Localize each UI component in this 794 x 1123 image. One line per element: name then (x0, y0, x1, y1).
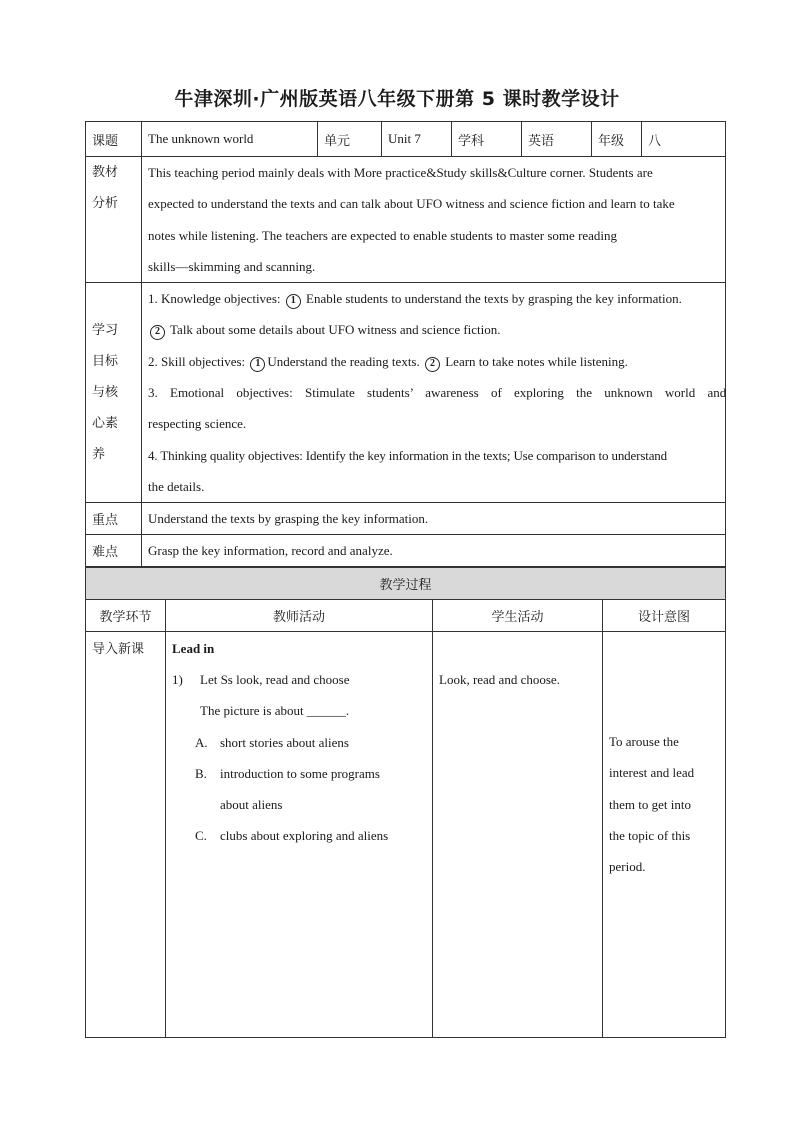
option-b-continued: about aliens (220, 797, 283, 813)
difficult-point-value: Grasp the key information, record and analyze. (142, 535, 726, 567)
circled-number: 1 (286, 294, 301, 309)
header-stage: 教学环节 (86, 600, 166, 632)
analysis-text: This teaching period mainly deals with More practice&Study skills&Culture corner. Students are expected to understand the texts and can talk about UFO witness and science fiction and learn to take notes while listening. The teachers are expected to enable students to master some reading skills—skimming and scanning. (142, 157, 726, 283)
header-design: 设计意图 (603, 600, 726, 632)
lead-in-heading: Lead in (172, 641, 215, 656)
option-b: B. introduction to some programs (195, 765, 380, 781)
objectives-text: 1. Knowledge objectives: 1 Enable students to understand the texts by grasping the key information. 2 Talk about some details about UFO witness and science fiction. 2. Skill objectives: 1 Understand the reading texts. 2 Learn to take notes while listening. 3. Emotional objectives: Stimulate students’ awareness of exploring the unknown world and respecting science. 4. Thinking quality objectives: Identify the key information in the texts; Use comparison to understand the details. (142, 283, 726, 503)
teacher-activity-cell (166, 632, 433, 1038)
process-section-header (86, 568, 726, 600)
process-row-lead-in (86, 632, 726, 1038)
topic-value: The unknown world (142, 122, 318, 157)
document-title: 牛津深圳·广州版英语八年级下册第 5 课时教学设计 (174, 88, 620, 110)
objectives-label: 学习 目标 与核 心素 养 (86, 283, 142, 503)
objective-emotional: 3. Emotional objectives: Stimulate students’ awareness of exploring the unknown world and (148, 385, 727, 401)
objective-knowledge: 1. Knowledge objectives: 1 Enable students to understand the texts by grasping the key information. (148, 283, 719, 314)
circled-number: 2 (150, 325, 165, 340)
grade-label: 年级 (592, 122, 642, 157)
process-column-headers (86, 600, 726, 632)
process-table (85, 567, 726, 1038)
difficult-point-row (86, 535, 726, 567)
topic-label: 课题 (86, 122, 142, 157)
lesson-plan-table (85, 121, 726, 567)
stage-cell: 导入新课 (86, 632, 166, 1038)
student-activity-cell: Look, read and choose. (433, 632, 603, 1038)
option-c: C. clubs about exploring and aliens (195, 828, 389, 844)
unit-value: Unit 7 (382, 122, 452, 157)
analysis-label: 教材 分析 (86, 157, 142, 283)
circled-number: 1 (250, 357, 265, 372)
key-point-row (86, 503, 726, 535)
info-row (86, 122, 726, 157)
header-teacher: 教师活动 (166, 600, 433, 632)
step-1: 1) Let Ss look, read and choose (172, 672, 350, 687)
grade-value: 八 (642, 122, 726, 157)
header-student: 学生活动 (433, 600, 603, 632)
objective-thinking: 4. Thinking quality objectives: Identify the key information in the texts; Use comparison to understand (148, 447, 668, 463)
key-point-value: Understand the texts by grasping the key information. (142, 503, 726, 535)
analysis-row (86, 157, 726, 283)
design-intent-cell: To arouse the interest and lead them to get into the topic of this period. (603, 632, 726, 1038)
question-text: The picture is about ______. (200, 703, 350, 719)
objectives-row (86, 283, 726, 503)
process-title: 教学过程 (86, 568, 726, 600)
circled-number: 2 (425, 357, 440, 372)
objective-skill: 2. Skill objectives: 1 Understand the reading texts. 2 Learn to take notes while listening. (148, 346, 719, 377)
option-a: A. short stories about aliens (195, 734, 349, 750)
subject-value: 英语 (522, 122, 592, 157)
key-point-label: 重点 (86, 503, 142, 535)
difficult-point-label: 难点 (86, 535, 142, 567)
unit-label: 单元 (318, 122, 382, 157)
subject-label: 学科 (452, 122, 522, 157)
